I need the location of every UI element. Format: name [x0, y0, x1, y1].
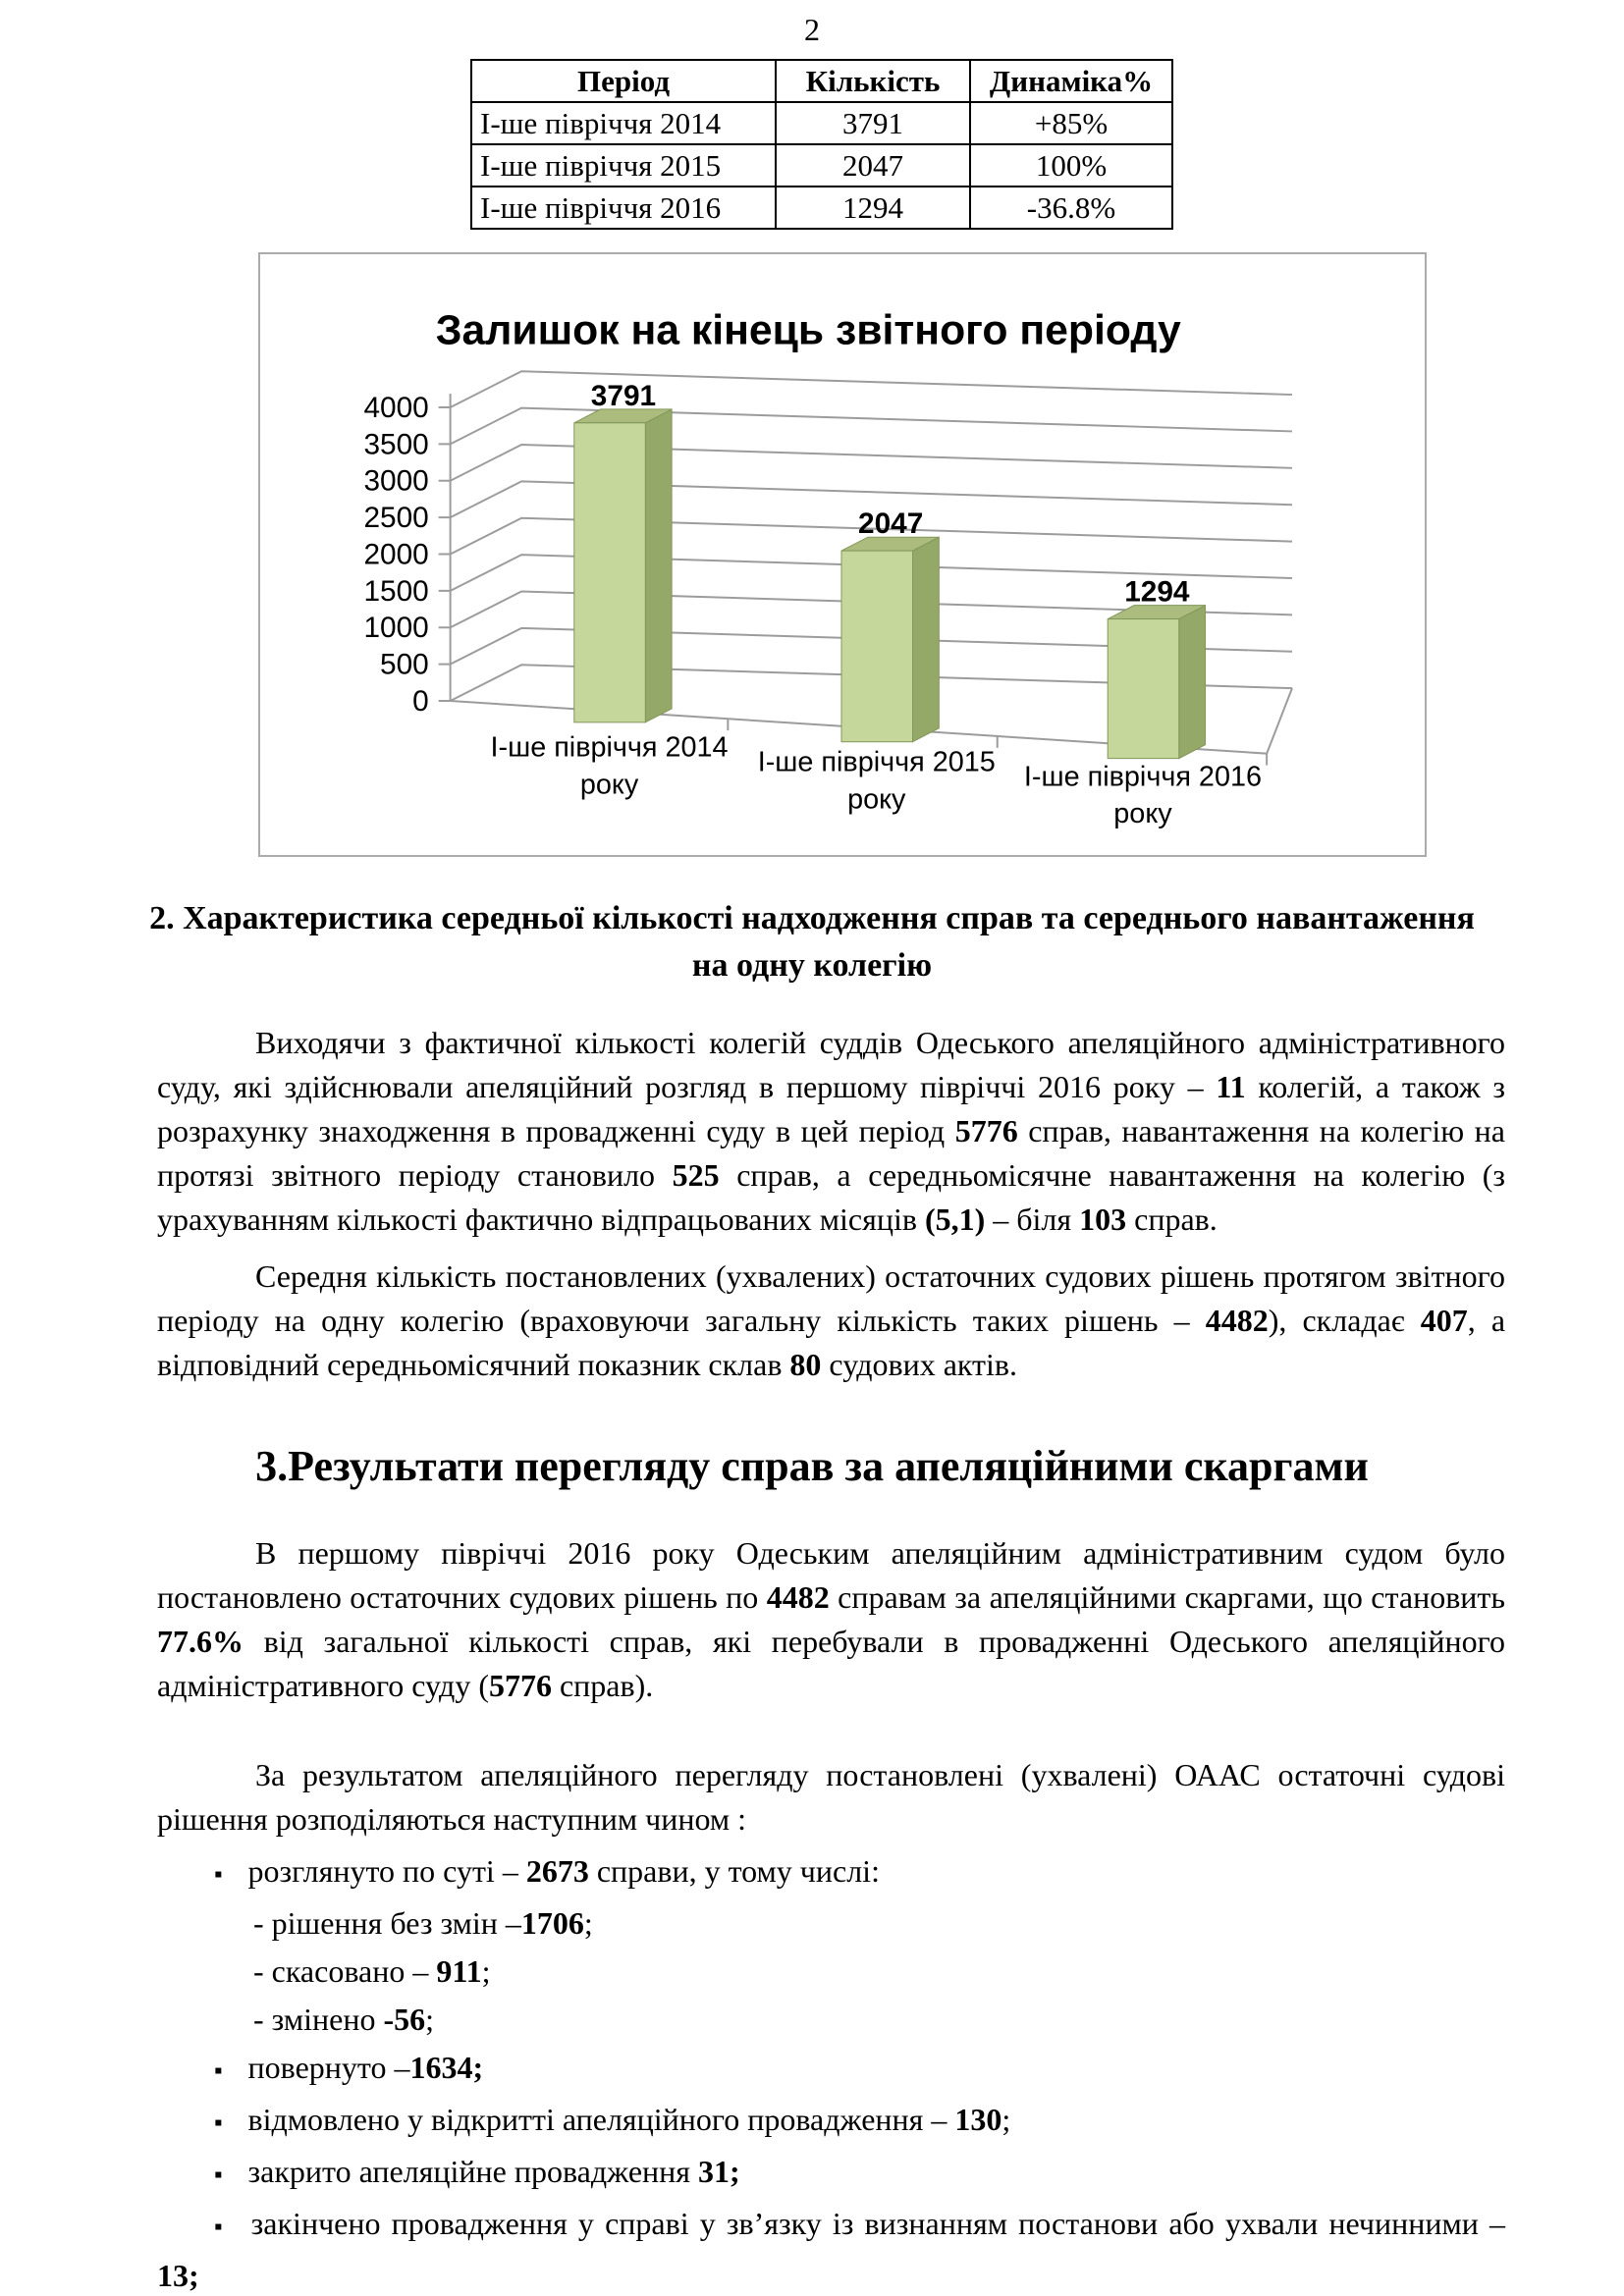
column-header: Динаміка% [970, 60, 1172, 102]
bar-side-face [645, 409, 672, 722]
text-run: ; [583, 1905, 593, 1941]
count-cell: 2047 [776, 144, 970, 187]
text-run: В першому півріччі 2016 року Одеським апеляційним адміністративним судом було постановлено остаточних судових рішень по [157, 1535, 1505, 1615]
column-header: Період [471, 60, 776, 102]
bullet-square-icon: ▪ [214, 2058, 223, 2084]
y-axis-label: 3500 [363, 428, 429, 461]
category-label: І-ше півріччя 2015 [757, 746, 996, 778]
bullet-list [157, 1847, 1505, 2296]
bar-side-face [1179, 606, 1206, 759]
bar-value-label: 3791 [590, 379, 657, 412]
text-run: від загальної кількості справ, які перебували в провадженні Одеського апеляційного адміністративного суду ( [157, 1624, 1505, 1703]
bold-value: 80 [789, 1347, 822, 1382]
sub-list-item [157, 1996, 1505, 2044]
text-run: закрито апеляційне провадження [247, 2154, 699, 2189]
bar [841, 551, 913, 742]
sub-list-item [157, 1899, 1505, 1948]
bullet-square-icon: ▪ [214, 2215, 226, 2240]
text-run: відмовлено у відкритті апеляційного провадження – [247, 2102, 955, 2137]
text-run: ; [425, 2002, 434, 2037]
category-label: року [579, 769, 639, 801]
y-axis-label: 2000 [363, 538, 429, 571]
text-run: справи, у тому числі: [588, 1853, 880, 1889]
text-run: – біля [985, 1201, 1080, 1237]
table-header-row [471, 60, 1172, 102]
period-cell: І-ше півріччя 2015 [471, 144, 776, 187]
text-run: колегій, а також з розрахунку знаходження в провадженні суду в цей період [157, 1069, 1506, 1148]
gridline [451, 371, 1292, 407]
text-run: судових актів. [821, 1347, 1018, 1382]
y-axis-label: 4000 [363, 391, 429, 424]
y-axis-label: 1500 [363, 574, 429, 608]
bullet-square-icon: ▪ [214, 1862, 223, 1888]
text-run: , а відповідний середньомісячний показник склав [157, 1303, 1506, 1382]
table-row [471, 187, 1172, 229]
text-run: розглянуто по суті – [247, 1853, 526, 1889]
list-item [157, 2200, 1505, 2296]
dynamics-cell: +85% [970, 102, 1172, 144]
section-heading-2: 2. Характеристика середньої кількості надходження справ та середнього навантаження на одну колегію [149, 900, 1475, 984]
y-axis-label: 1000 [363, 612, 429, 645]
bar-value-label: 1294 [1124, 575, 1190, 609]
sub-list-item [157, 1948, 1505, 1996]
bullet-square-icon: ▪ [214, 2110, 223, 2136]
text-run: справ, а середньомісячне навантаження на колегію (з урахуванням кількості фактично відпрацьованих місяців [157, 1157, 1506, 1237]
y-axis-label: 500 [380, 648, 429, 681]
y-axis-label: 2500 [363, 502, 429, 535]
bold-value: 1706 [520, 1905, 584, 1941]
text-run: - змінено [253, 2002, 384, 2037]
text-run: ), складає [1268, 1303, 1421, 1338]
category-label: року [847, 783, 906, 816]
bold-value: 5776 [488, 1668, 552, 1703]
text-run: справам за апеляційними скаргами, що становить [829, 1579, 1506, 1615]
text-run: повернуто – [247, 2050, 410, 2085]
text-run: справ, навантаження на колегію на протязі звітного періоду становило [157, 1113, 1506, 1193]
bold-value: 5776 [954, 1113, 1018, 1148]
category-label: І-ше півріччя 2014 [490, 731, 729, 764]
text-run: Виходячи з фактичної кількості колегій суддів Одеського апеляційного адміністративного суду, які здійснювали апеляційний розгляд в першому півріччі 2016 року – [157, 1025, 1505, 1104]
category-label: І-ше півріччя 2016 [1023, 761, 1263, 793]
text-run: - скасовано – [253, 1953, 437, 1989]
bold-value: 31; [698, 2154, 740, 2189]
paragraph-workload-2 [157, 1255, 1505, 1387]
bar-side-face [913, 537, 940, 742]
bold-value: 13; [157, 2258, 199, 2293]
text-run: - рішення без змін – [253, 1905, 521, 1941]
period-cell: І-ше півріччя 2014 [471, 102, 776, 144]
count-cell: 1294 [776, 187, 970, 229]
text-run: Середня кількість постановлених (ухвалених) остаточних судових рішень протягом звітного періоду на одну колегію (враховуючи загальну кількість таких рішень – [157, 1258, 1505, 1338]
count-cell: 3791 [776, 102, 970, 144]
dynamics-cell: 100% [970, 144, 1172, 187]
bold-value: 103 [1079, 1201, 1127, 1237]
bold-value: 911 [436, 1953, 482, 1989]
list-item [157, 2044, 1505, 2096]
list-item [157, 1847, 1505, 1899]
balance-chart [260, 254, 1421, 851]
bold-value: -56 [383, 2002, 426, 2037]
bold-value: 4482 [766, 1579, 830, 1615]
bullet-square-icon: ▪ [214, 2163, 223, 2188]
bold-value: 11 [1216, 1069, 1246, 1104]
bold-value: 525 [672, 1157, 720, 1193]
table-header [471, 60, 1172, 102]
chart-title: Залишок на кінець звітного періоду [435, 306, 1181, 354]
y-axis-label: 0 [412, 684, 429, 718]
paragraph-results-1 [157, 1531, 1505, 1708]
bar [574, 423, 646, 722]
bold-value: (5,1) [924, 1201, 986, 1237]
bold-value: 130 [954, 2102, 1002, 2137]
text-run: За результатом апеляційного перегляду постановлені (ухвалені) ОААС остаточні судові рішення розподіляються наступним чином : [157, 1757, 1505, 1837]
text-run: ; [1001, 2102, 1011, 2137]
period-cell: І-ше півріччя 2016 [471, 187, 776, 229]
table-row [471, 102, 1172, 144]
column-header: Кількість [776, 60, 970, 102]
bold-value: 77.6% [157, 1624, 244, 1659]
page-number: 2 [804, 12, 820, 47]
text-run: справ. [1126, 1201, 1218, 1237]
bold-value: 1634; [409, 2050, 484, 2085]
bold-value: 2673 [525, 1853, 589, 1889]
text-run: ; [481, 1953, 491, 1989]
list-item [157, 2148, 1505, 2200]
category-label: року [1113, 798, 1172, 830]
paragraph-workload-1 [157, 1021, 1505, 1242]
text-run: справ). [551, 1668, 654, 1703]
text-run: закінчено провадження у справі у зв’язку із визнанням постанови або ухвали нечинними – [250, 2206, 1505, 2241]
dynamics-cell: -36.8% [970, 187, 1172, 229]
table-body [471, 102, 1172, 229]
bar [1108, 619, 1179, 759]
y-axis-label: 3000 [363, 464, 429, 498]
bold-value: 407 [1420, 1303, 1468, 1338]
section-heading-3: 3.Результати перегляду справ за апеляційними скаргами [255, 1442, 1369, 1490]
bold-value: 4482 [1205, 1303, 1269, 1338]
balance-chart-frame [258, 252, 1427, 857]
list-item [157, 2096, 1505, 2148]
paragraph-results-2 [157, 1753, 1505, 1842]
bar-value-label: 2047 [858, 507, 924, 541]
table-row [471, 144, 1172, 187]
statistics-table [470, 59, 1173, 230]
